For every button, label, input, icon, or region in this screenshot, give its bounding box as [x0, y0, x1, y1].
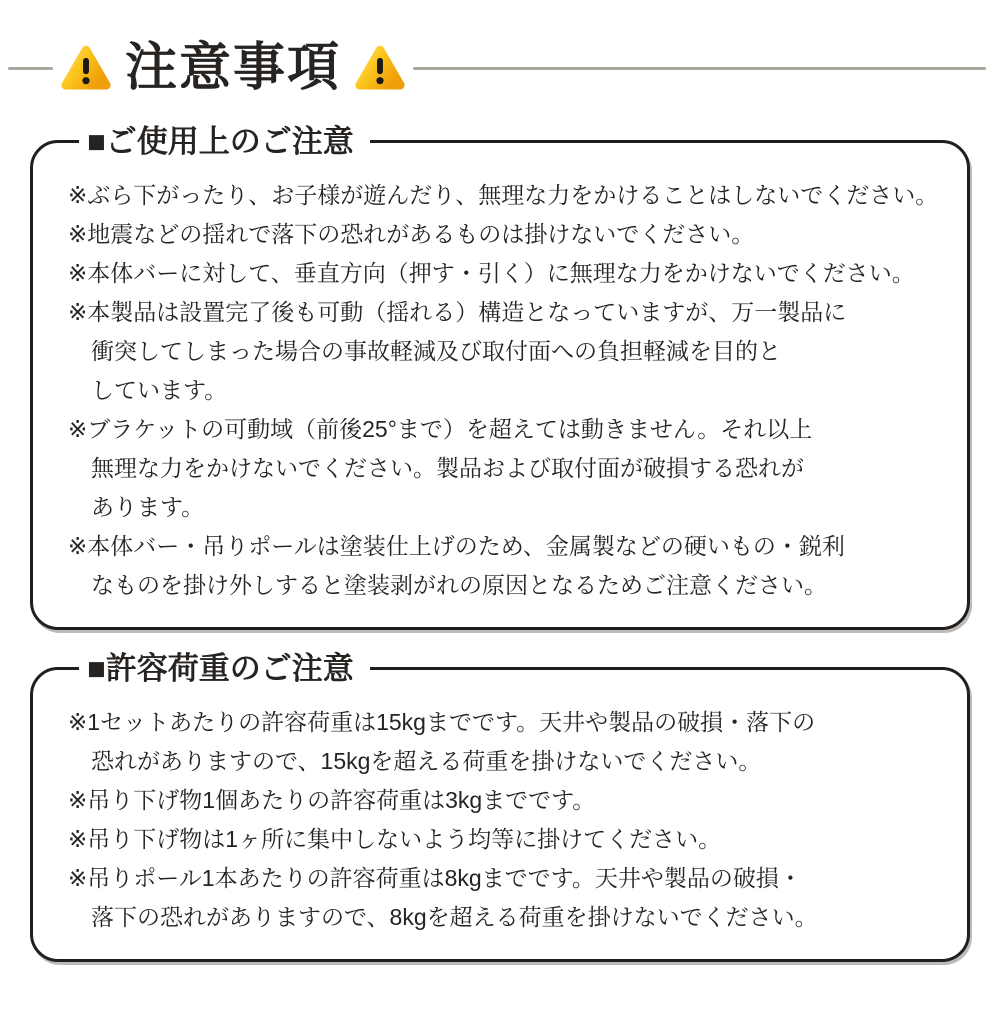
note-line: ※1セットあたりの許容荷重は15kgまでです。天井や製品の破損・落下の [68, 709, 816, 735]
note-line: ※地震などの揺れで落下の恐れがあるものは掛けないでください。 [68, 221, 755, 247]
note-item [68, 176, 955, 215]
note-item [68, 410, 955, 527]
note-line: 無理な力をかけないでください。製品および取付面が破損する恐れが [91, 455, 804, 481]
note-line: 落下の恐れがありますので、8kgを超える荷重を掛けないでください。 [91, 904, 818, 930]
note-line: ※吊りポール1本あたりの許容荷重は8kgまでです。天井や製品の破損・ [68, 865, 802, 891]
note-item [68, 293, 955, 410]
page-title: 注意事項 [125, 39, 342, 97]
note-line: ※ブラケットの可動域（前後25°まで）を超えては動きません。それ以上 [68, 416, 813, 442]
warning-triangle-icon [355, 39, 405, 97]
section-load-precautions [30, 651, 970, 962]
section-heading: ■許容荷重のご注意 [79, 648, 370, 690]
section-usage-precautions [30, 124, 970, 630]
note-line: ※本製品は設置完了後も可動（揺れる）構造となっていますが、万一製品に [68, 299, 847, 325]
note-line: ※ぶら下がったり、お子様が遊んだり、無理な力をかけることはしないでください。 [68, 182, 939, 208]
note-line: あります。 [91, 494, 205, 520]
note-item [68, 781, 955, 820]
note-line: しています。 [91, 377, 228, 403]
note-line: なものを掛け外しすると塗装剥がれの原因となるためご注意ください。 [91, 572, 827, 598]
note-line: 衝突してしまった場合の事故軽減及び取付面への負担軽減を目的と [91, 338, 781, 364]
note-line: ※本体バー・吊りポールは塗装仕上げのため、金属製などの硬いもの・鋭利 [68, 533, 845, 559]
warning-triangle-icon [61, 39, 111, 97]
note-line: 恐れがありますので、15kgを超える荷重を掛けないでください。 [91, 748, 762, 774]
note-item [68, 859, 955, 937]
section-notes [33, 143, 967, 627]
note-line: ※吊り下げ物は1ヶ所に集中しないよう均等に掛けてください。 [68, 826, 722, 852]
title-divider-left [8, 67, 53, 70]
title-divider-right [413, 67, 986, 70]
note-item [68, 254, 955, 293]
section-notes [33, 670, 967, 959]
note-line: ※本体バーに対して、垂直方向（押す・引く）に無理な力をかけないでください。 [68, 260, 915, 286]
note-item [68, 820, 955, 859]
note-item [68, 527, 955, 605]
note-item [68, 703, 955, 781]
note-line: ※吊り下げ物1個あたりの許容荷重は3kgまでです。 [68, 787, 596, 813]
note-item [68, 215, 955, 254]
title-bar [0, 32, 1000, 104]
section-heading: ■ご使用上のご注意 [79, 121, 370, 163]
